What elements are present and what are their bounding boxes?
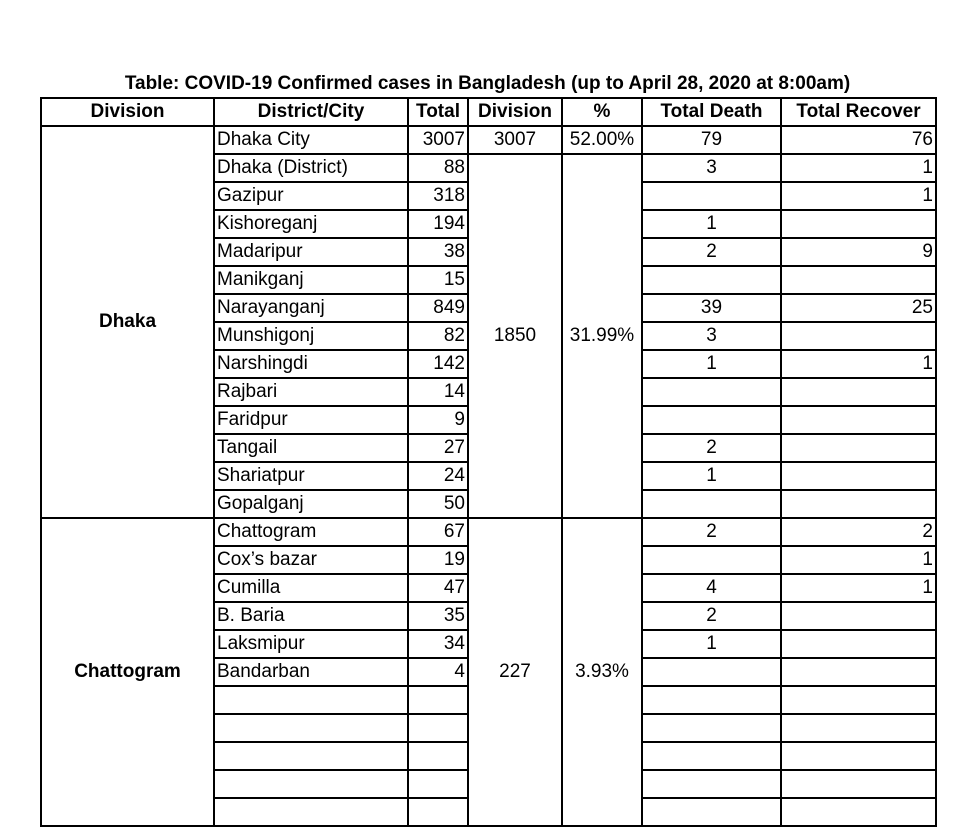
total-recover: 1 [781, 182, 936, 210]
district-total: 194 [408, 210, 468, 238]
district-total: 50 [408, 490, 468, 518]
table-title: Table: COVID-19 Confirmed cases in Bangladesh (up to April 28, 2020 at 8:00am) [124, 73, 851, 94]
total-death: 3 [642, 154, 781, 182]
district-total: 67 [408, 518, 468, 546]
district-name: Narayanganj [214, 294, 408, 322]
total-recover: 1 [781, 350, 936, 378]
district-name: Rajbari [214, 378, 408, 406]
district-name [214, 770, 408, 798]
district-name: Dhaka (District) [214, 154, 408, 182]
total-death: 2 [642, 602, 781, 630]
district-total: 38 [408, 238, 468, 266]
district-name: Narshingdi [214, 350, 408, 378]
district-name: Kishoreganj [214, 210, 408, 238]
district-total: 9 [408, 406, 468, 434]
total-recover: 76 [781, 126, 936, 154]
district-total: 24 [408, 462, 468, 490]
total-recover: 1 [781, 154, 936, 182]
district-total: 27 [408, 434, 468, 462]
district-total: 4 [408, 658, 468, 686]
district-total [408, 770, 468, 798]
table-row [41, 126, 936, 154]
header-total: Total [408, 98, 468, 126]
district-name: Bandarban [214, 658, 408, 686]
total-death: 79 [642, 126, 781, 154]
division-name: Chattogram [41, 518, 214, 826]
division-percent: 52.00% [562, 126, 642, 154]
district-name: Gopalganj [214, 490, 408, 518]
total-death: 2 [642, 434, 781, 462]
total-death [642, 686, 781, 714]
division-percent: 3.93% [562, 518, 642, 826]
district-name: B. Baria [214, 602, 408, 630]
total-recover [781, 406, 936, 434]
total-death: 2 [642, 518, 781, 546]
header-division-total: Division [468, 98, 562, 126]
total-death [642, 742, 781, 770]
total-death: 39 [642, 294, 781, 322]
total-recover [781, 266, 936, 294]
total-recover [781, 378, 936, 406]
total-death: 1 [642, 630, 781, 658]
total-death [642, 406, 781, 434]
division-total: 3007 [468, 126, 562, 154]
total-death [642, 714, 781, 742]
district-total [408, 798, 468, 826]
total-recover [781, 658, 936, 686]
division-percent: 31.99% [562, 154, 642, 518]
total-death [642, 770, 781, 798]
total-death [642, 658, 781, 686]
division-name: Dhaka [41, 126, 214, 518]
total-death [642, 378, 781, 406]
district-total: 88 [408, 154, 468, 182]
district-name: Shariatpur [214, 462, 408, 490]
total-recover [781, 686, 936, 714]
district-name: Faridpur [214, 406, 408, 434]
district-name: Gazipur [214, 182, 408, 210]
total-recover: 1 [781, 546, 936, 574]
total-recover: 25 [781, 294, 936, 322]
total-death [642, 798, 781, 826]
header-row [41, 98, 936, 126]
total-death: 1 [642, 350, 781, 378]
total-recover [781, 630, 936, 658]
total-recover [781, 490, 936, 518]
header-district: District/City [214, 98, 408, 126]
total-recover [781, 462, 936, 490]
total-death: 4 [642, 574, 781, 602]
covid-cases-table [40, 97, 937, 827]
total-death [642, 490, 781, 518]
total-recover [781, 742, 936, 770]
district-total [408, 742, 468, 770]
district-name: Cumilla [214, 574, 408, 602]
district-name: Laksmipur [214, 630, 408, 658]
district-total: 82 [408, 322, 468, 350]
district-total: 849 [408, 294, 468, 322]
total-death [642, 546, 781, 574]
district-total: 47 [408, 574, 468, 602]
district-total: 142 [408, 350, 468, 378]
total-recover: 2 [781, 518, 936, 546]
district-total [408, 686, 468, 714]
total-recover [781, 602, 936, 630]
total-death [642, 182, 781, 210]
total-recover [781, 798, 936, 826]
district-name: Munshigonj [214, 322, 408, 350]
total-recover: 1 [781, 574, 936, 602]
table-body [41, 126, 936, 826]
district-total: 15 [408, 266, 468, 294]
district-total: 318 [408, 182, 468, 210]
total-death: 3 [642, 322, 781, 350]
district-name: Madaripur [214, 238, 408, 266]
district-total: 19 [408, 546, 468, 574]
total-recover: 9 [781, 238, 936, 266]
header-recover: Total Recover [781, 98, 936, 126]
district-name [214, 686, 408, 714]
header-percent: % [562, 98, 642, 126]
header-division: Division [41, 98, 214, 126]
district-name [214, 714, 408, 742]
district-total [408, 714, 468, 742]
district-name: Tangail [214, 434, 408, 462]
district-total: 3007 [408, 126, 468, 154]
division-total: 227 [468, 518, 562, 826]
district-total: 34 [408, 630, 468, 658]
district-name [214, 798, 408, 826]
district-name: Manikganj [214, 266, 408, 294]
district-name: Cox’s bazar [214, 546, 408, 574]
total-recover [781, 434, 936, 462]
total-recover [781, 714, 936, 742]
header-death: Total Death [642, 98, 781, 126]
district-name: Chattogram [214, 518, 408, 546]
table-row [41, 518, 936, 546]
division-total: 1850 [468, 154, 562, 518]
district-total: 35 [408, 602, 468, 630]
total-recover [781, 770, 936, 798]
total-recover [781, 322, 936, 350]
district-name [214, 742, 408, 770]
total-death: 1 [642, 462, 781, 490]
total-death [642, 266, 781, 294]
total-death: 1 [642, 210, 781, 238]
district-name: Dhaka City [214, 126, 408, 154]
total-death: 2 [642, 238, 781, 266]
total-recover [781, 210, 936, 238]
district-total: 14 [408, 378, 468, 406]
